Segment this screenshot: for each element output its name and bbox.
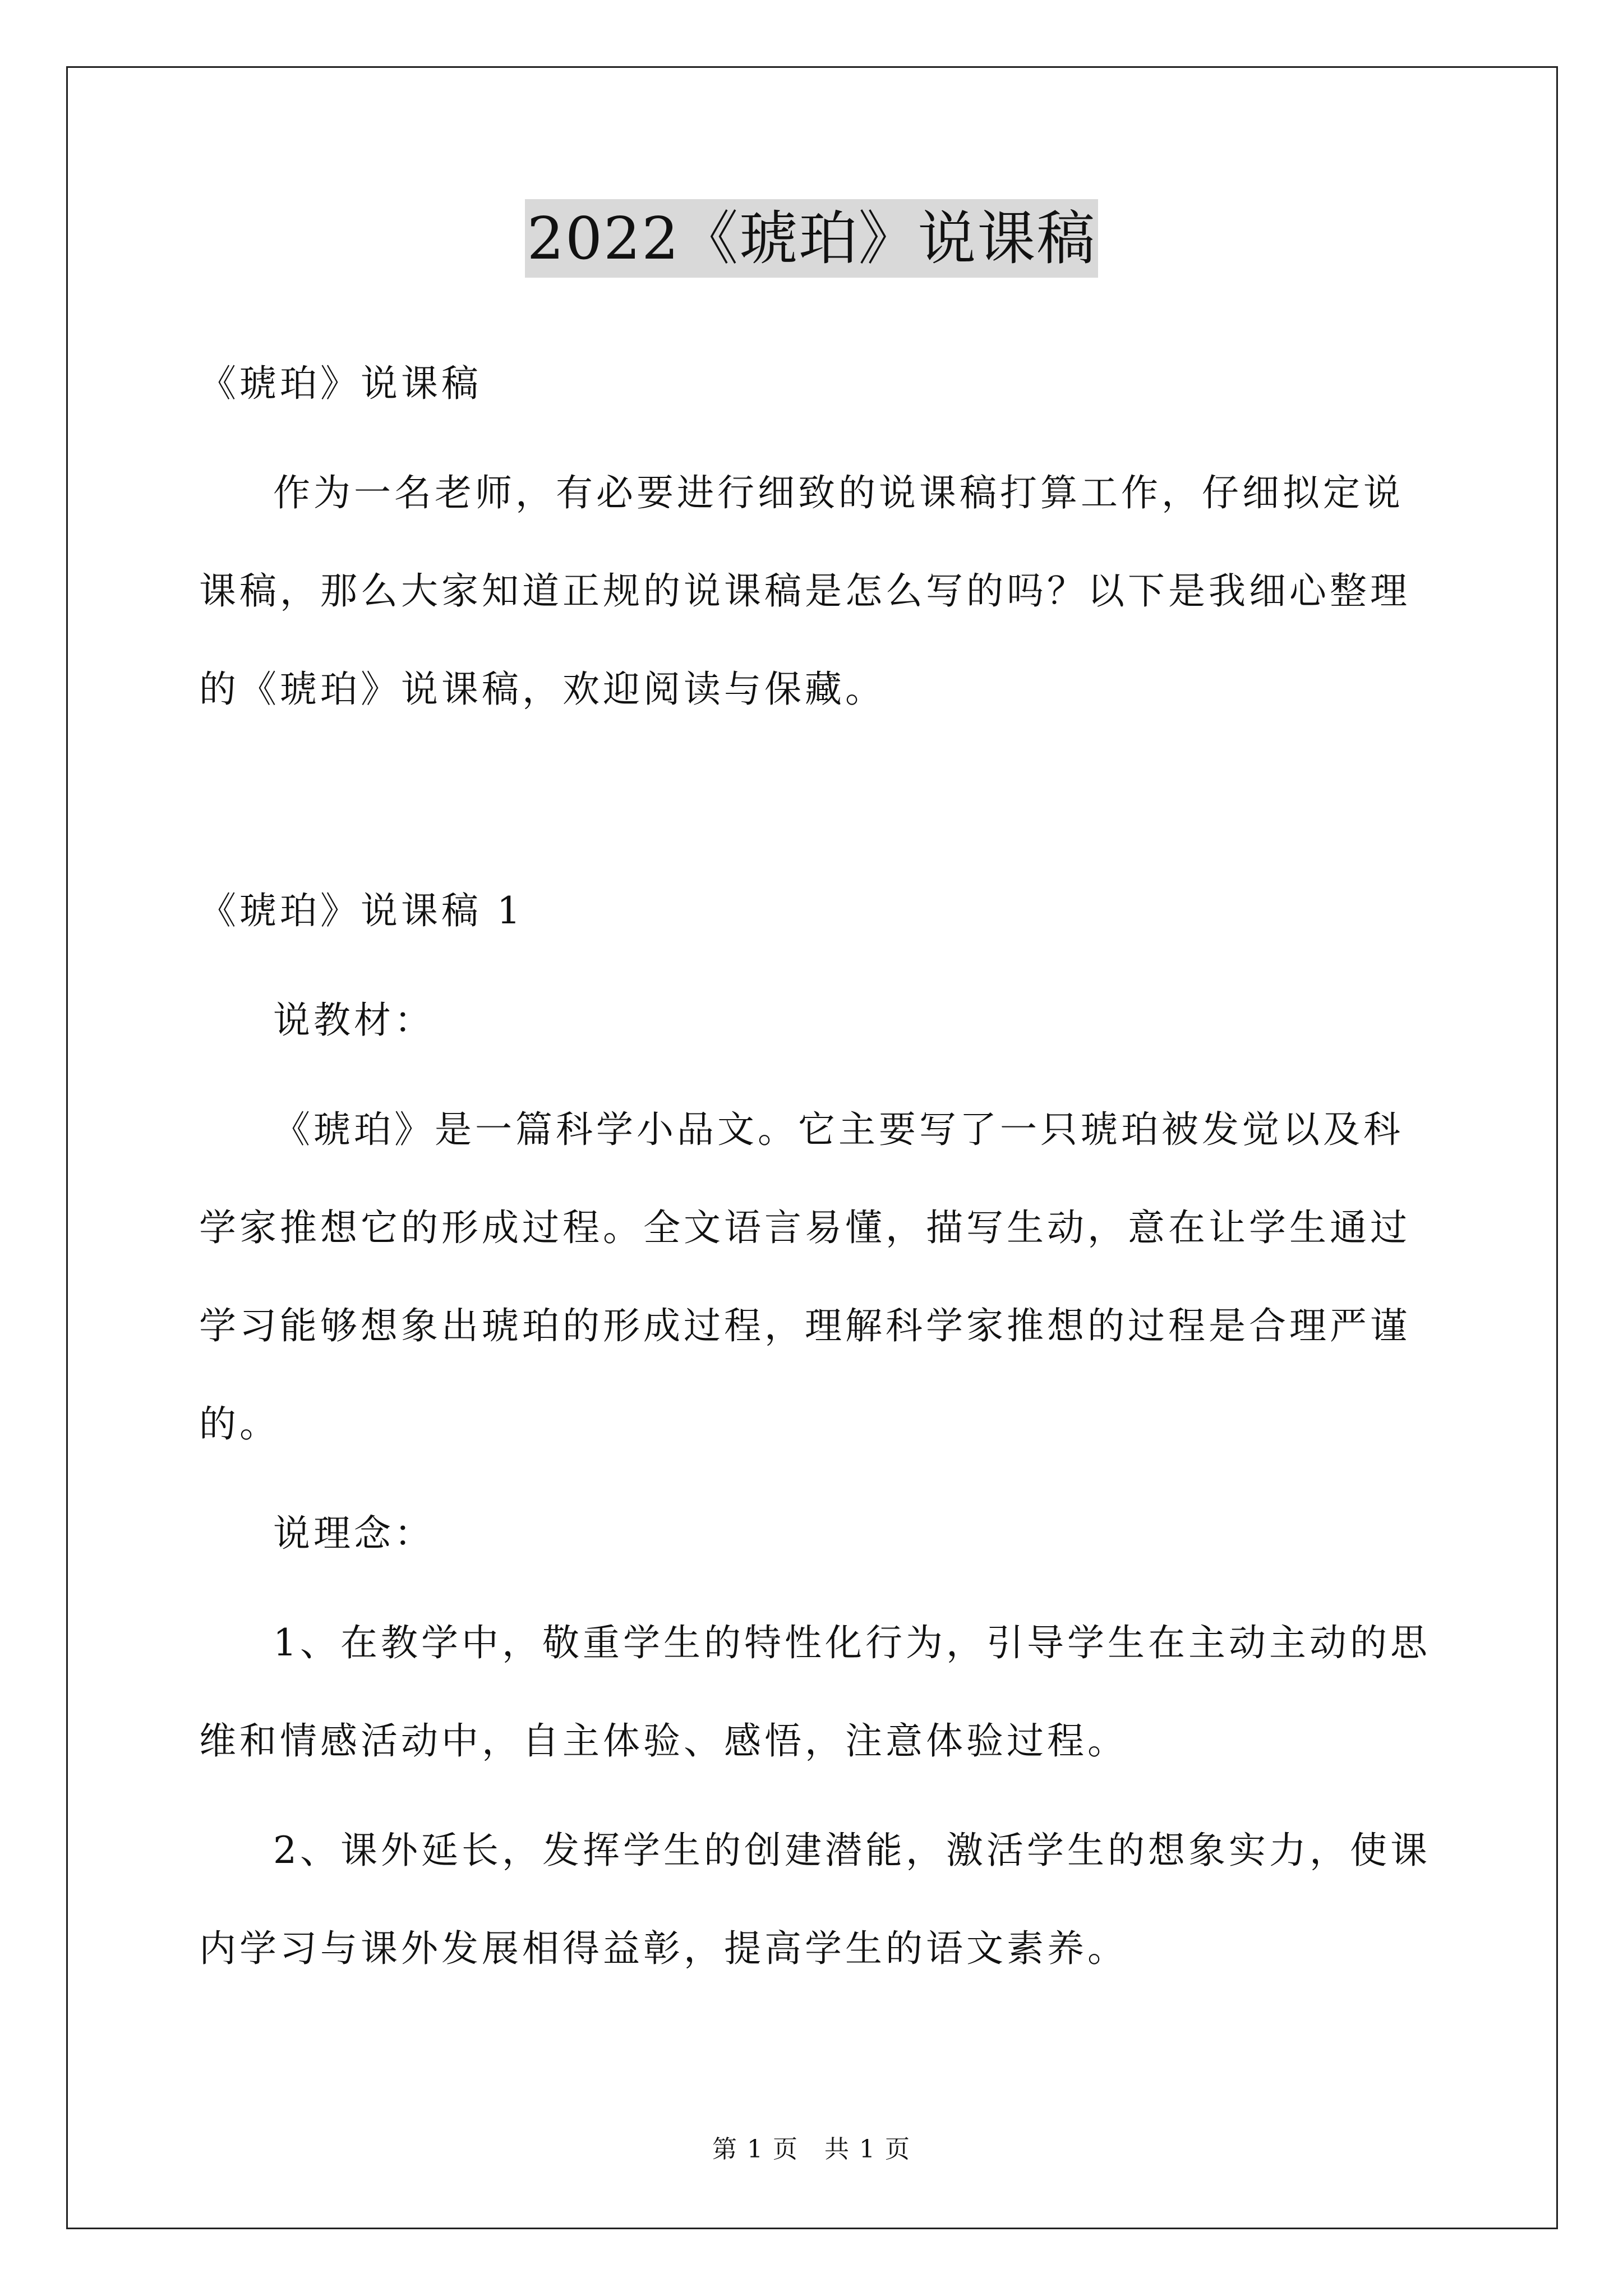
- paragraph-heading: 说理念：: [273, 1512, 435, 1555]
- paragraph-line: 内学习与课外发展相得益彰，提高学生的语文素养。: [199, 1927, 1128, 1970]
- paragraph-heading: 说教材：: [273, 999, 435, 1042]
- subtitle: 《琥珀》说课稿: [199, 362, 482, 405]
- paragraph-line: 1、在教学中，敬重学生的特性化行为，引导学生在主动主动的思: [273, 1621, 1431, 1664]
- paragraph-line: 学习能够想象出琥珀的形成过程，理解科学家推想的过程是合理严谨: [199, 1304, 1410, 1347]
- paragraph-line: 作为一名老师，有必要进行细致的说课稿打算工作，仔细拟定说: [273, 471, 1404, 514]
- paragraph-line: 学家推想它的形成过程。全文语言易懂，描写生动，意在让学生通过: [199, 1206, 1410, 1249]
- paragraph-line: 课稿，那么大家知道正规的说课稿是怎么写的吗？以下是我细心整理: [199, 569, 1410, 613]
- paragraph-line: 《琥珀》是一篇科学小品文。它主要写了一只琥珀被发觉以及科: [273, 1108, 1404, 1151]
- section-heading: 《琥珀》说课稿 1: [199, 889, 524, 932]
- paragraph-line: 的《琥珀》说课稿，欢迎阅读与保藏。: [199, 668, 886, 711]
- paragraph-line: 2、课外延长，发挥学生的创建潜能，激活学生的想象实力，使课: [273, 1829, 1431, 1872]
- page-footer: 第 1 页 共 1 页: [712, 2135, 911, 2164]
- paragraph-line: 维和情感活动中，自主体验、感悟，注意体验过程。: [199, 1719, 1128, 1763]
- title-container: [0, 199, 1623, 278]
- document-title: 2022《琥珀》说课稿: [525, 199, 1099, 278]
- paragraph-line: 的。: [199, 1402, 280, 1446]
